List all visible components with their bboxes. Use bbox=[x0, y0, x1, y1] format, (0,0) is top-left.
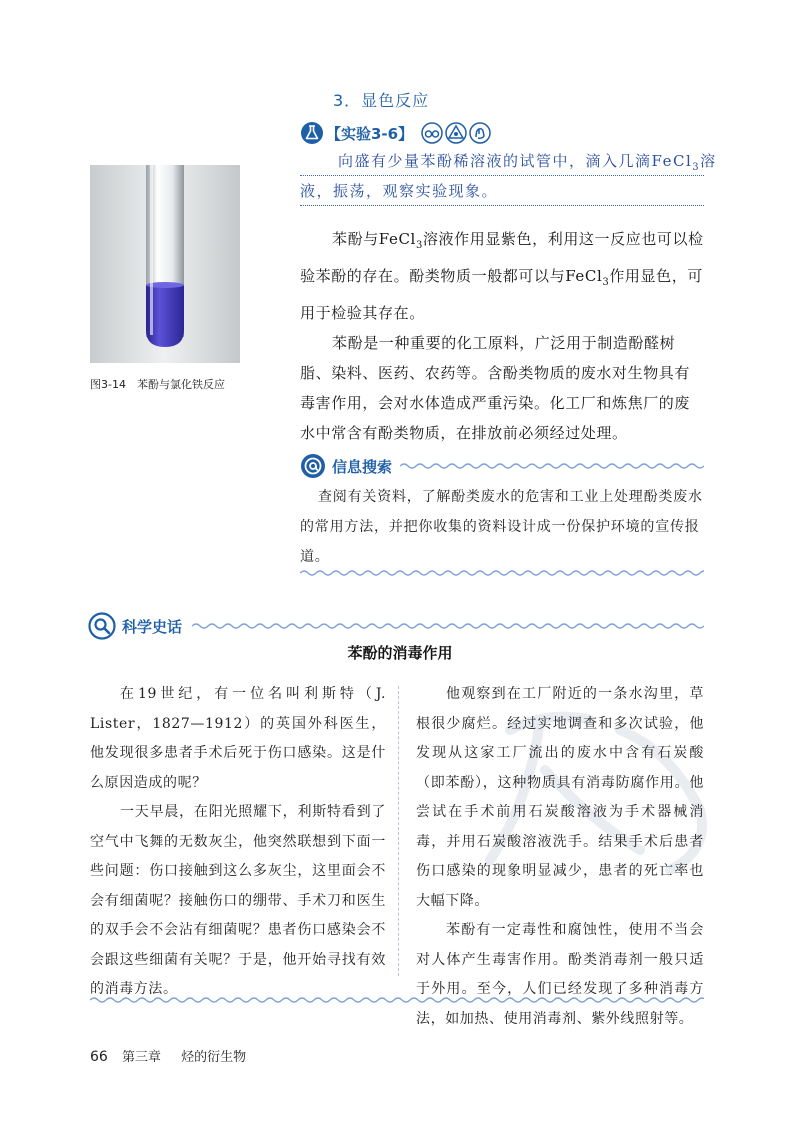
experiment-text bbox=[300, 146, 717, 206]
paragraph-2: 苯酚是一种重要的化工原料，广泛用于制造酚醛树脂、染料、医药、农药等。含酚类物质的废水对生物具有毒害作用，会对水体造成严重污染。化工厂和炼焦厂的废水中常含有酚类物质，在排放前必须经过处理。 bbox=[300, 334, 691, 442]
wave-divider bbox=[90, 995, 704, 1005]
flask-icon bbox=[300, 121, 324, 145]
wave-divider bbox=[192, 621, 704, 631]
section-title: 3．显色反应 bbox=[333, 91, 430, 110]
info-search-header bbox=[300, 452, 392, 480]
history-left-column bbox=[90, 680, 386, 1005]
at-search-icon bbox=[300, 453, 326, 479]
page-footer bbox=[90, 1046, 246, 1065]
experiment-header bbox=[300, 121, 493, 145]
experiment-line-1: 向盛有少量苯酚稀溶液的试管中，滴入几滴FeCl$_3$溶 bbox=[300, 146, 704, 176]
page-number: 66 bbox=[90, 1049, 108, 1065]
history-paragraph: 一天早晨，在阳光照耀下，利斯特看到了空气中飞舞的无数灰尘，他突然联想到下面一些问题：伤口接触到这么多灰尘，这里面会不会有细菌呢？接触伤口的绷带、手术刀和医生的双手会不会沾有细菌呢？患者伤口感染会不会跟这些细菌有关呢？于是，他开始寻找有效的消毒方法。 bbox=[90, 804, 386, 997]
info-search-text: 查阅有关资料，了解酚类废水的危害和工业上处理酚类废水的常用方法，并把你收集的资料设计成一份保护环境的宣传报道。 bbox=[300, 489, 703, 565]
history-label: 科学史话 bbox=[122, 617, 183, 636]
figure-caption: 图3-14 苯酚与氯化铁反应 bbox=[90, 378, 225, 391]
experiment-line-2: 液，振荡，观察实验现象。 bbox=[300, 176, 704, 206]
history-paragraph: 在19世纪，有一位名叫利斯特（J. Lister，1827—1912）的英国外科医生，他发现很多患者手术后死于伤口感染。这是什么原因造成的呢？ bbox=[90, 686, 386, 791]
experiment-label: 【实验3-6】 bbox=[326, 124, 414, 143]
chapter-title: 烃的衍生物 bbox=[181, 1050, 247, 1065]
history-right-column bbox=[416, 680, 704, 1034]
history-paragraph: 他观察到在工厂附近的一条水沟里，草根很少腐烂。经过实地调查和多次试验，他发现从这家工厂流出的废水中含有石炭酸（即苯酚），这种物质具有消毒防腐作用。他尝试在手术前用石炭酸溶液为手术器械消毒，并用石炭酸溶液洗手。结果手术后患者伤口感染的现象明显减少，患者的死亡率也大幅下降。 bbox=[416, 686, 704, 909]
toxic-icon bbox=[445, 122, 467, 144]
history-title: 苯酚的消毒作用 bbox=[347, 644, 453, 662]
goggles-icon bbox=[421, 122, 443, 144]
hand-wash-icon bbox=[469, 122, 491, 144]
paragraph-1: 苯酚与FeCl$_3$溶液作用显紫色，利用这一反应也可以检验苯酚的存在。酚类物质一般都可以与FeCl$_3$作用显色，可用于检验其存在。 bbox=[300, 230, 704, 322]
body-text bbox=[300, 224, 704, 448]
wave-divider bbox=[400, 461, 704, 471]
column-divider bbox=[398, 686, 399, 976]
wave-divider bbox=[300, 568, 704, 578]
history-header bbox=[88, 611, 182, 641]
history-paragraph: 苯酚有一定毒性和腐蚀性，使用不当会对人体产生毒害作用。酚类消毒剂一般只适于外用。至今，人们已经发现了多种消毒方法，如加热、使用消毒剂、紫外线照射等。 bbox=[416, 922, 704, 1027]
magnifier-icon bbox=[88, 612, 116, 640]
info-search-label: 信息搜索 bbox=[332, 457, 393, 476]
chapter-number: 第三章 bbox=[121, 1050, 161, 1065]
test-tube-photo bbox=[90, 165, 240, 363]
